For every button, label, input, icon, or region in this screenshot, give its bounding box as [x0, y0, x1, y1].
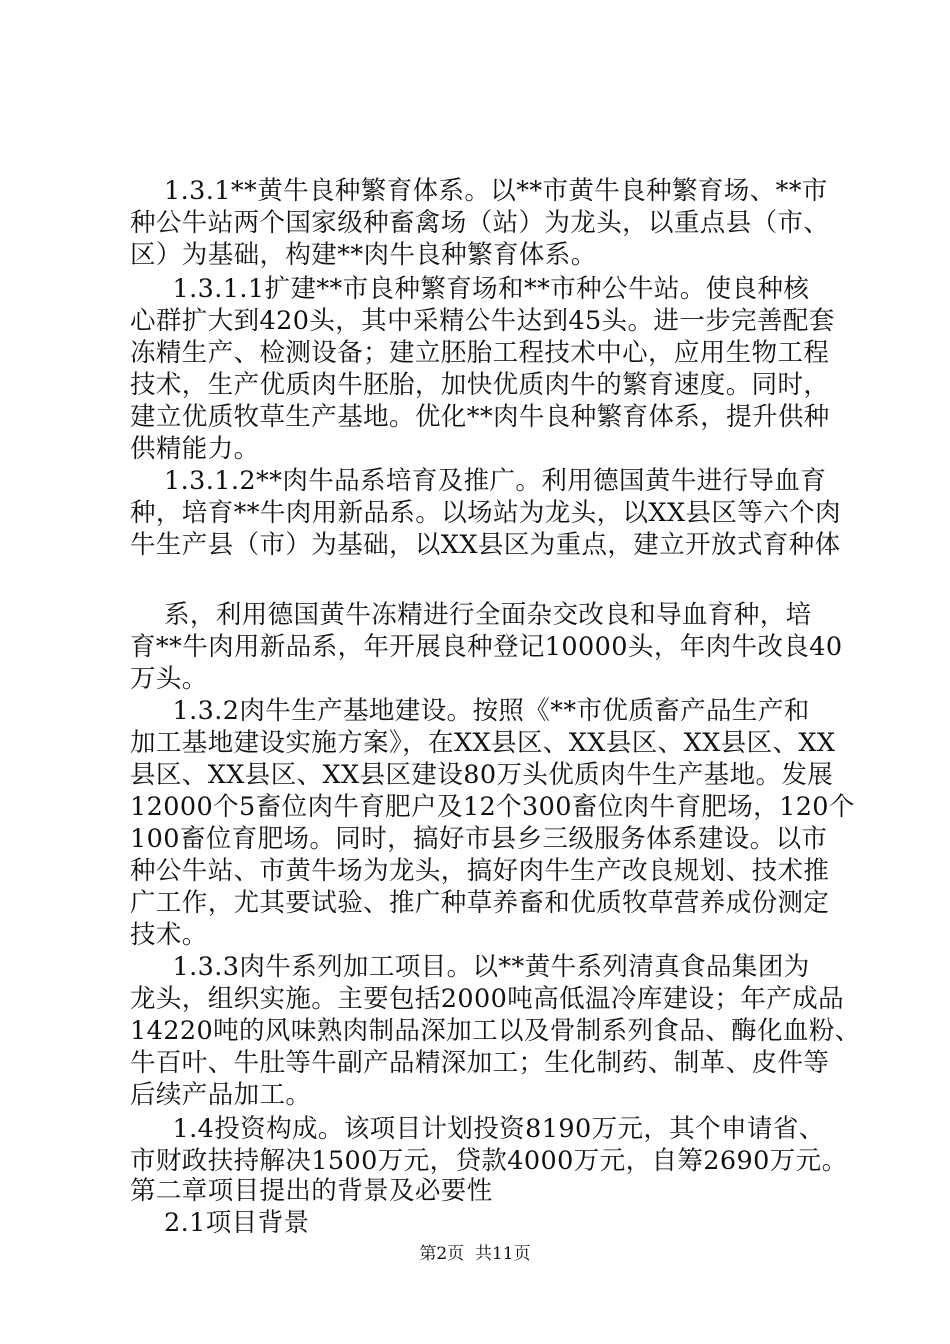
text-line: 种，培育**牛肉用新品系。以场站为龙头，以XX县区等六个肉 [130, 498, 841, 528]
page-footer: 第2页 共11页 [419, 1244, 531, 1264]
text-line: 建立优质牧草生产基地。优化**肉牛良种繁育体系，提升供种 [130, 402, 830, 432]
text-line: 种公牛站两个国家级种畜禽场（站）为龙头，以重点县（市、 [130, 208, 830, 238]
text-line: 牛百叶、牛肚等牛副产品精深加工；生化制药、制革、皮件等 [130, 1048, 830, 1078]
text-line: 1.3.3肉牛系列加工项目。以**黄牛系列清真食品集团为 [130, 952, 810, 982]
text-line: 技术，生产优质肉牛胚胎，加快优质肉牛的繁育速度。同时， [130, 370, 830, 400]
text-line: 14220吨的风味熟肉制品深加工以及骨制系列食品、酶化血粉、 [130, 1016, 861, 1046]
text-line: 万头。 [130, 664, 208, 694]
text-line: 系，利用德国黄牛冻精进行全面杂交改良和导血育种，培 [130, 600, 812, 630]
text-line: 1.4投资构成。该项目计划投资8190万元，其个申请省、 [130, 1114, 825, 1144]
text-line: 心群扩大到420头，其中采精公牛达到45头。进一步完善配套 [130, 306, 835, 336]
text-line: 加工基地建设实施方案》，在XX县区、XX县区、XX县区、XX [130, 728, 836, 758]
text-line: 牛生产县（市）为基础，以XX县区为重点，建立开放式育种体 [130, 530, 841, 560]
subsection-heading: 2.1项目背景 [130, 1208, 310, 1238]
text-line: 种公牛站、市黄牛场为龙头，搞好肉牛生产改良规划、技术推 [130, 856, 830, 886]
section-heading: 第二章项目提出的背景及必要性 [130, 1176, 493, 1206]
text-line: 1.3.1**黄牛良种繁育体系。以**市黄牛良种繁育场、**市 [130, 176, 828, 206]
text-line: 县区、XX县区、XX县区建设80万头优质肉牛生产基地。发展 [130, 760, 834, 790]
text-line: 1.3.1.2**肉牛品系培育及推广。利用德国黄牛进行导血育 [130, 466, 827, 496]
text-line: 冻精生产、检测设备；建立胚胎工程技术中心，应用生物工程 [130, 338, 830, 368]
text-line: 供精能力。 [130, 434, 260, 464]
text-line: 100畜位育肥场。同时，搞好市县乡三级服务体系建设。以市 [130, 824, 828, 854]
text-line: 1.3.1.1扩建**市良种繁育场和**市种公牛站。使良种核 [130, 274, 810, 304]
text-line: 1.3.2肉牛生产基地建设。按照《**市优质畜产品生产和 [130, 696, 810, 726]
text-line: 技术。 [130, 920, 208, 950]
text-line: 区）为基础，构建**肉牛良种繁育体系。 [130, 240, 597, 270]
text-line: 市财政扶持解决1500万元，贷款4000万元，自筹2690万元。 [130, 1146, 848, 1176]
text-line: 广工作，尤其要试验、推广种草养畜和优质牧草营养成份测定 [130, 888, 830, 918]
text-line: 后续产品加工。 [130, 1080, 312, 1110]
text-line: 育**牛肉用新品系，年开展良种登记10000头，年肉牛改良40 [130, 632, 843, 662]
text-line: 龙头，组织实施。主要包括2000吨高低温冷库建设；年产成品 [130, 984, 844, 1014]
text-line: 12000个5畜位肉牛育肥户及12个300畜位肉牛育肥场，120个 [130, 792, 855, 822]
